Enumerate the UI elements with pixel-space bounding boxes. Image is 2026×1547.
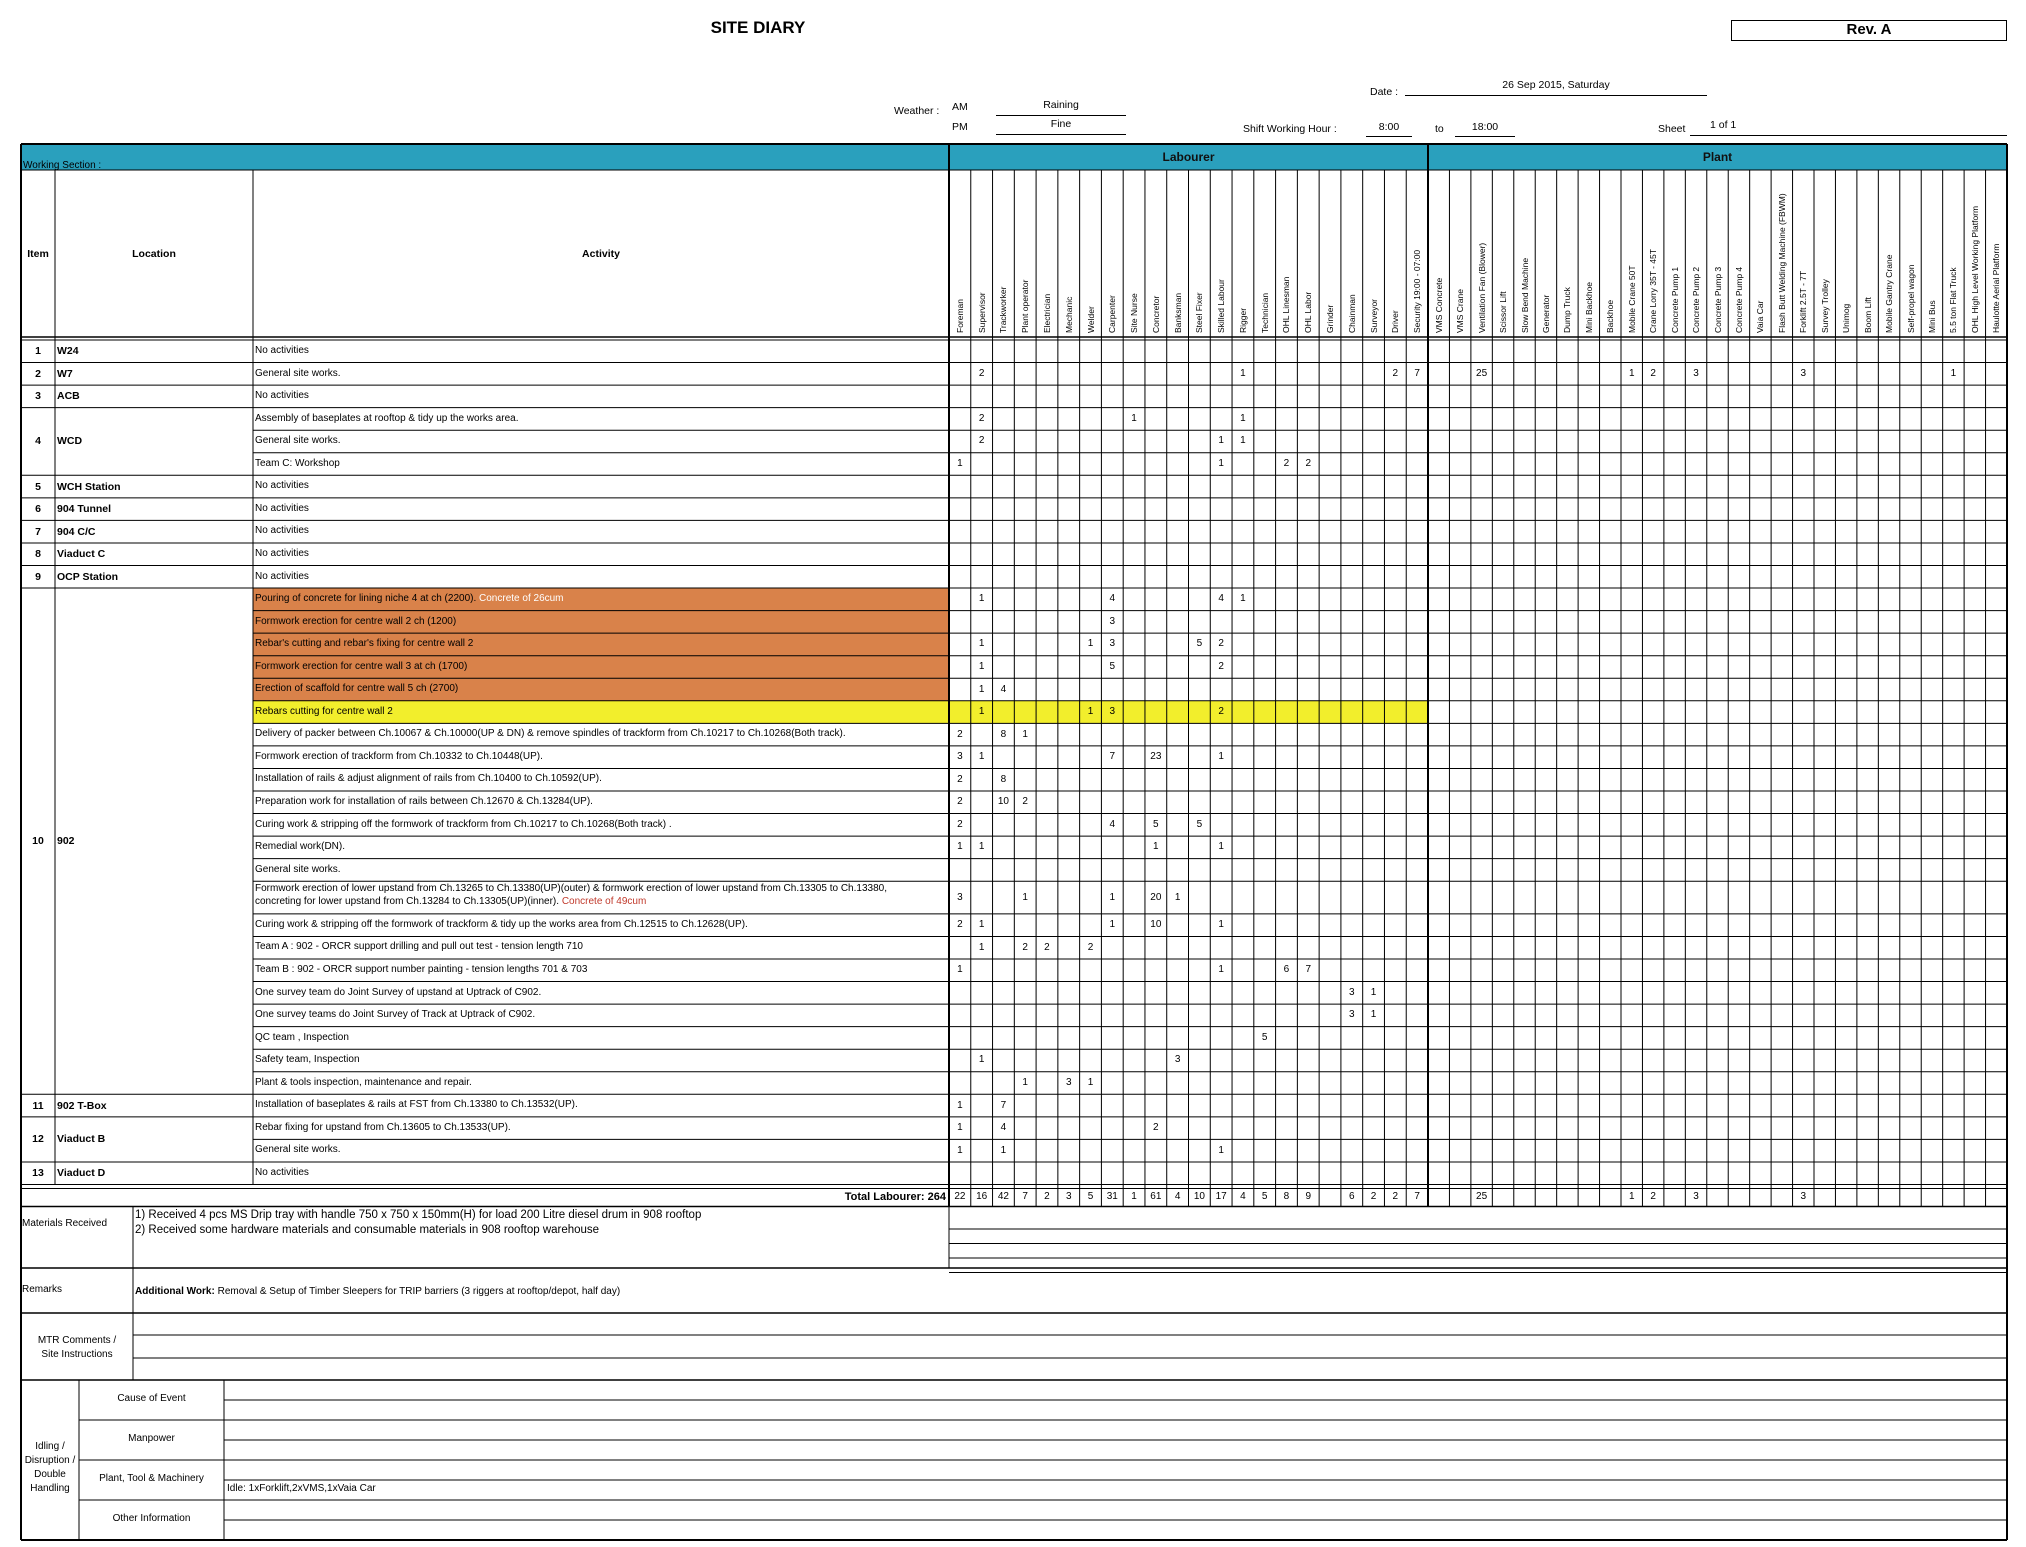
plant-col-header: Boom Lift [1862,297,1873,333]
labour-count: 2 [978,412,985,424]
labour-count: 20 [1150,891,1162,903]
item-number: 11 [32,1099,44,1112]
activity-note: Concrete of 49cum [559,896,647,908]
labour-col-header: Mechanic [1063,296,1074,333]
location-name: WCH Station [57,480,121,493]
labour-count: 1 [1240,593,1246,605]
plant-col-header: Survey Trolley [1819,279,1830,333]
location-name: 902 [57,835,75,848]
labour-count: 5 [1109,660,1116,672]
activity-text: No activities [255,1166,309,1178]
labour-count: 4 [1218,593,1224,605]
activity-text: Installation of rails & adjust alignment of rails from Ch.10400 to Ch.10592(UP). [255,773,602,785]
labour-count: 1 [1218,435,1224,447]
labour-count: 3 [1349,986,1355,998]
pm-weather-field: Fine [996,118,1126,135]
location-name: ACB [57,390,80,403]
labour-count: 6 [1283,964,1290,976]
labour-count: 1 [1000,1144,1007,1156]
labour-count: 3 [957,751,963,763]
item-number: 6 [35,503,41,516]
item-number: 1 [35,345,41,358]
site-instructions-label: Site Instructions [41,1349,113,1360]
labour-count: 1 [978,638,985,650]
labour-count: 7 [1305,964,1312,976]
total-labour-count: 7 [1022,1191,1028,1203]
activity-text: Erection of scaffold for centre wall 5 ch (2700) [255,683,459,695]
labour-count: 1 [978,751,985,763]
labour-count: 23 [1150,751,1162,763]
labour-count: 3 [1065,1077,1072,1089]
plant-count: 25 [1476,367,1488,379]
activity-text: Team A : 902 - ORCR support drilling and pull out test - tension length 710 [255,941,583,953]
labour-col-header: OHL Labor [1303,291,1314,333]
labour-col-header: Plant operator [1020,279,1031,333]
location-name: 902 T-Box [57,1099,107,1112]
item-number: 13 [32,1167,44,1180]
item-number: 4 [35,435,41,448]
total-labour-count: 6 [1349,1191,1355,1203]
total-plant-count: 3 [1800,1191,1807,1203]
labour-count: 1 [978,683,985,695]
remarks-text [135,1286,620,1297]
labour-count: 1 [1218,841,1224,853]
shift-from-field: 8:00 [1366,121,1412,137]
item-number: 12 [32,1133,44,1146]
labour-count: 2 [978,435,985,447]
activity-text: No activities [255,547,309,559]
labour-count: 2 [1218,660,1224,672]
labour-count: 2 [1022,941,1028,953]
total-labour-count: 42 [997,1191,1009,1203]
activity-text: Formwork erection for centre wall 2 ch (1200) [255,615,457,627]
plant-col-header: Crane Lorry 35T - 45T [1648,249,1659,333]
idling-label: Double [34,1469,66,1480]
labour-col-header: Welder [1085,306,1096,333]
labour-count: 1 [957,964,963,976]
plant-col-header: Unimog [1841,303,1852,333]
activity-text: No activities [255,525,309,537]
labour-count: 3 [1174,1054,1181,1066]
sheet-label: Sheet [1658,123,1686,135]
total-labour-count: 3 [1065,1191,1072,1203]
labour-count: 1 [1218,1144,1224,1156]
labour-count: 1 [1087,638,1094,650]
materials-line: 1) Received 4 pcs MS Drip tray with handle 750 x 750 x 150mm(H) for load 200 Litre diesel drum in 908 rooftop [135,1209,702,1222]
labour-count: 2 [1087,941,1094,953]
activity-text: Rebar fixing for upstand from Ch.13605 to Ch.13533(UP). [255,1121,511,1133]
activity-text: Formwork erection of lower upstand from Ch.13265 to Ch.13380(UP)(outer) & formwork erection of lower upstand from Ch.13305 to Ch.13380, [255,883,887,895]
plant-col-header: Mini Bus [1926,300,1937,333]
labour-count: 4 [1109,818,1116,830]
activity-text: One survey teams do Joint Survey of Track at Uptrack of C902. [255,1009,536,1021]
plant-col-header: Forklift 2.5T - 7T [1798,270,1809,333]
activity-text: Curing work & stripping off the formwork of trackform from Ch.10217 to Ch.10268(Both track) . [255,818,672,830]
total-labour-count: 2 [1392,1191,1399,1203]
labour-count: 1 [957,841,963,853]
location-name: Viaduct D [57,1167,106,1180]
plant-count: 1 [1628,367,1635,379]
labour-count: 7 [1109,751,1116,763]
total-labour-count: 5 [1087,1191,1094,1203]
labour-count: 2 [1044,941,1050,953]
labour-count: 1 [1022,728,1028,740]
date-label: Date : [1370,86,1399,98]
shift-to-label: to [1435,123,1444,135]
item-number: 3 [35,390,41,403]
materials-line: 2) Received some hardware materials and consumable materials in 908 rooftop warehouse [135,1224,600,1237]
plant-col-header: Scissor Lift [1498,291,1509,333]
location-name: 904 C/C [57,525,96,538]
shift-label: Shift Working Hour : [1243,123,1337,135]
labour-count: 1 [978,1054,985,1066]
activity-text: No activities [255,502,309,514]
labour-count: 2 [1218,706,1224,718]
total-plant-count: 1 [1628,1191,1635,1203]
remarks-bold: Additional Work: [135,1286,218,1297]
labour-col-header: Rigger [1237,307,1248,333]
total-labour-count: 8 [1283,1191,1290,1203]
plant-count: 3 [1800,367,1807,379]
labour-count: 1 [1109,919,1116,931]
remarks-label: Remarks [22,1284,63,1295]
item-number: 5 [35,480,41,493]
plant-count: 1 [1950,367,1957,379]
labour-count: 1 [1131,412,1137,424]
labour-count: 2 [978,367,985,379]
activity-text: One survey team do Joint Survey of upstand at Uptrack of C902. [255,986,542,998]
idling-row-label: Manpower [128,1433,175,1444]
date-field: 26 Sep 2015, Saturday [1405,79,1707,96]
labour-col-header: Banksman [1172,292,1183,333]
activity-text: Plant & tools inspection, maintenance and repair. [255,1076,472,1088]
labour-count: 1 [1218,751,1224,763]
item-number: 10 [32,835,44,848]
labour-count: 3 [957,891,963,903]
labour-col-header: Surveyor [1368,298,1379,333]
item-column-header: Item [27,248,49,260]
labour-count: 2 [1022,796,1028,808]
activity-text: Formwork erection of trackform from Ch.10332 to Ch.10448(UP). [255,750,543,762]
plant-col-header: Flash Butt Welding Machine (FBWM) [1776,193,1787,333]
plant-col-header: Slow Bend Machine [1519,257,1530,333]
activity-text: Remedial work(DN). [255,841,346,853]
labour-count: 5 [1153,818,1159,830]
activity-text: Rebar's cutting and rebar's fixing for centre wall 2 [255,638,474,650]
total-labour-count: 61 [1150,1191,1162,1203]
item-number: 2 [35,367,41,380]
plant-col-header: Concrete Pump 2 [1691,266,1702,333]
total-labour-count: 22 [954,1191,966,1203]
location-name: W24 [57,345,79,358]
labour-col-header: Trackworker [998,286,1009,333]
labour-count: 1 [978,660,985,672]
labour-count: 8 [1000,773,1007,785]
labour-count: 1 [1153,841,1159,853]
idling-label: Handling [30,1483,70,1494]
plant-col-header: Dump Truck [1562,287,1573,333]
plant-header: Plant [1702,150,1733,164]
location-name: Viaduct C [57,548,106,561]
activity-text: Rebars cutting for centre wall 2 [255,705,393,717]
labour-count: 2 [1218,638,1224,650]
activity-text: General site works. [255,435,341,447]
activity-text-line2: concreting for lower upstand from Ch.13284 to Ch.13305(UP)(inner). Concrete of 49cum [255,896,647,908]
total-labourer-label: Total Labourer: 264 [844,1191,946,1204]
total-labour-count: 31 [1106,1191,1118,1203]
activity-text: Delivery of packer between Ch.10067 & Ch.10000(UP & DN) & remove spindles of trackform from Ch.10217 to Ch.10268(Both track). [255,728,846,740]
activity-text: No activities [255,480,309,492]
labour-count: 1 [1109,891,1116,903]
labour-col-header: Driver [1390,310,1401,333]
item-number: 8 [35,548,41,561]
plant-col-header: OHL High Level Working Platform [1969,205,1980,333]
total-labour-count: 16 [976,1191,988,1203]
labour-count: 1 [1174,891,1181,903]
labour-count: 1 [1087,706,1094,718]
labour-count: 2 [957,796,963,808]
total-labour-count: 7 [1414,1191,1420,1203]
labour-count: 2 [1153,1122,1159,1134]
idling-row-label: Cause of Event [117,1393,186,1404]
labour-count: 1 [978,593,985,605]
labour-count: 1 [1218,458,1224,470]
labour-col-header: Steel Fixer [1194,292,1205,333]
activity-text: No activities [255,570,309,582]
working-section-label: Working Section : [23,160,102,171]
labour-count: 1 [978,941,985,953]
labour-count: 2 [957,728,963,740]
materials-received-label: Materials Received [22,1218,108,1229]
activity-text: QC team , Inspection [255,1031,349,1043]
labour-count: 1 [957,1099,963,1111]
activity-text: Curing work & stripping off the formwork of trackform & tidy up the works area from Ch.12515 to Ch.12628(UP). [255,918,748,930]
total-labour-count: 5 [1261,1191,1268,1203]
idling-row-value: Idle: 1xForklift,2xVMS,1xVaia Car [227,1483,376,1494]
labour-count: 2 [957,773,963,785]
weather-label: Weather : [894,105,940,117]
labour-col-header: Technician [1259,292,1270,333]
labour-count: 2 [957,919,963,931]
activity-text: No activities [255,345,309,356]
plant-col-header: Generator [1540,294,1551,333]
am-label: AM [952,101,968,113]
activity-text: No activities [255,390,309,402]
labour-count: 4 [1000,683,1007,695]
plant-col-header: Concrete Pump 4 [1733,266,1744,333]
plant-count: 2 [1650,367,1656,379]
pm-label: PM [952,121,968,133]
plant-col-header: Concrete Pump 3 [1712,266,1723,333]
labour-count: 3 [1109,615,1116,627]
activity-text: Preparation work for installation of rails between Ch.12670 & Ch.13284(UP). [255,796,593,807]
labour-col-header: Chainman [1346,294,1357,333]
plant-col-header: Backhoe [1605,299,1616,333]
labour-count: 7 [1414,367,1420,379]
labour-count: 1 [1087,1077,1094,1089]
plant-count: 3 [1693,367,1699,379]
labour-count: 1 [957,1144,963,1156]
total-labour-count: 1 [1131,1191,1137,1203]
labour-count: 1 [1022,1077,1028,1089]
total-labour-count: 2 [1044,1191,1050,1203]
labour-count: 4 [1000,1122,1007,1134]
labour-count: 1 [957,458,963,470]
labour-count: 8 [1000,728,1007,740]
labour-count: 3 [1349,1009,1355,1021]
activity-text: Team B : 902 - ORCR support number painting - tension lengths 701 & 703 [255,963,588,975]
labour-col-header: Concretor [1150,295,1161,333]
activity-text: General site works. [255,1144,341,1156]
idling-row-label: Other Information [112,1513,191,1524]
labour-col-header: Carpenter [1107,295,1118,333]
labour-col-header: Site Nurse [1129,293,1140,333]
labour-count: 1 [1240,367,1246,379]
labour-col-header: Skilled Labour [1216,279,1227,333]
activity-column-header: Activity [582,248,620,260]
plant-col-header: Ventilation Fan (Blower) [1476,242,1487,333]
total-plant-count: 2 [1650,1191,1656,1203]
total-labour-count: 10 [1193,1191,1205,1203]
item-number: 9 [35,570,41,583]
activity-text: Team C: Workshop [255,457,340,469]
plant-col-header: Mini Backhoe [1583,281,1594,333]
plant-col-header: Mobile Crane 50T [1626,265,1637,333]
activity-text: General site works. [255,367,341,379]
activity-text: Assembly of baseplates at rooftop & tidy up the works area. [255,412,519,424]
item-number: 7 [35,525,41,538]
activity-text: Installation of baseplates & rails at FST from Ch.13380 to Ch.13532(UP). [255,1099,578,1111]
labour-count: 1 [1240,412,1246,424]
location-name: OCP Station [57,570,119,583]
activity-text: General site works. [255,863,341,875]
labour-col-header: Supervisor [976,292,987,333]
labour-count: 1 [1218,964,1224,976]
labour-count: 1 [1240,435,1246,447]
idling-label: Disruption / [24,1455,76,1466]
labour-col-header: Grinder [1325,304,1336,333]
labour-count: 2 [1283,458,1290,470]
labour-count: 10 [1150,919,1162,931]
activity-text: Formwork erection for centre wall 3 at ch (1700) [255,660,468,672]
labour-count: 3 [1109,638,1116,650]
idling-label: Idling / [35,1441,65,1452]
labour-count: 1 [1022,891,1028,903]
labour-count: 4 [1109,593,1116,605]
location-name: WCD [57,435,83,448]
page-title: SITE DIARY [710,18,806,37]
plant-col-header: Vaia Car [1755,300,1766,333]
total-labour-count: 9 [1305,1191,1312,1203]
plant-col-header: Concrete Pump 1 [1669,266,1680,333]
plant-col-header: VMS Crane [1455,289,1466,333]
labour-count: 5 [1261,1031,1268,1043]
total-labour-count: 2 [1370,1191,1377,1203]
idling-row-label: Plant, Tool & Machinery [99,1473,204,1484]
labour-count: 1 [1218,919,1224,931]
plant-col-header: Haulotte Aerial Platform [1991,243,2002,333]
mtr-comments-label: MTR Comments / [37,1335,117,1346]
labour-count: 1 [957,1122,963,1134]
labour-col-header: Security 19:00 - 07:00 [1412,249,1423,333]
plant-col-header: Self-propel wagon [1905,264,1916,333]
labour-count: 1 [1370,1009,1377,1021]
location-name: 904 Tunnel [57,503,112,516]
labour-col-header: Electrician [1041,293,1052,333]
total-labour-count: 17 [1215,1191,1227,1203]
sheet-field: 1 of 1 [1690,119,2007,136]
total-plant-count: 25 [1476,1191,1488,1203]
labour-count: 1 [978,706,985,718]
shift-to-field: 18:00 [1455,121,1515,137]
labourer-header: Labourer [1162,150,1215,164]
total-labour-count: 4 [1174,1191,1181,1203]
revision-box: Rev. A [1731,20,2007,41]
labour-col-header: Foreman [954,298,965,333]
plant-col-header: VMS Concrete [1433,277,1444,333]
activity-text: Safety team, Inspection [255,1054,360,1066]
labour-count: 1 [978,919,985,931]
total-plant-count: 3 [1693,1191,1699,1203]
location-column-header: Location [132,248,176,260]
labour-col-header: OHL Linesman [1281,276,1292,333]
location-name: Viaduct B [57,1133,106,1146]
labour-count: 10 [997,796,1009,808]
labour-count: 5 [1196,638,1203,650]
location-name: W7 [57,367,73,380]
labour-count: 1 [1370,986,1377,998]
activity-note: Concrete of 26cum [476,593,564,605]
labour-count: 2 [1392,367,1399,379]
remarks-body: Removal & Setup of Timber Sleepers for TRIP barriers (3 riggers at rooftop/depot, half day) [217,1286,621,1297]
labour-count: 5 [1196,818,1203,830]
plant-col-header: 5.5 ton Flat Truck [1948,267,1959,333]
labour-count: 2 [957,818,963,830]
labour-count: 3 [1109,706,1116,718]
labour-count: 2 [1305,458,1312,470]
labour-count: 1 [978,841,985,853]
plant-col-header: Mobile Gantry Crane [1884,254,1895,333]
labour-count: 7 [1000,1099,1007,1111]
activity-text: Pouring of concrete for lining niche 4 at ch (2200). Concrete of 26cum [255,593,564,605]
am-weather-field: Raining [996,99,1126,116]
total-labour-count: 4 [1240,1191,1246,1203]
